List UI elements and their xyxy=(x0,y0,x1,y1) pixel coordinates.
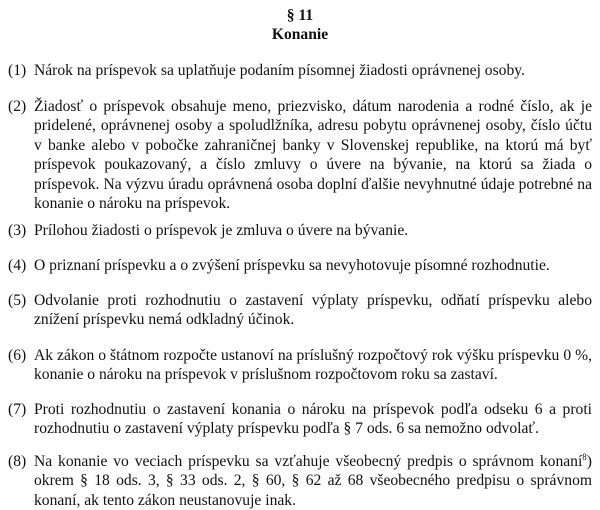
paragraph-number: (7) xyxy=(8,401,27,418)
paragraph-number: (8) xyxy=(8,453,27,470)
paragraph-number: (2) xyxy=(8,98,27,115)
section-number: § 11 xyxy=(286,7,314,24)
paragraph-text: O priznaní príspevku a o zvýšení príspevku sa nevyhotovuje písomné rozhodnutie. xyxy=(34,257,550,274)
paragraph-4 xyxy=(8,256,592,275)
paragraph-6 xyxy=(8,346,592,385)
paragraph-7 xyxy=(8,400,592,439)
paragraph-number: (4) xyxy=(8,257,27,274)
paragraph-text xyxy=(34,452,592,510)
section-title: Konanie xyxy=(271,26,329,43)
paragraph-8 xyxy=(8,452,592,510)
paragraph-text-before: Na konanie vo veciach príspevku sa vzťahuje všeobecný predpis o správnom konaní xyxy=(34,453,583,470)
paragraph-2 xyxy=(8,97,592,213)
paragraph-text: Odvolanie proti rozhodnutiu o zastavení výplaty príspevku, odňatí príspevku alebo znížení príspevku nemá odkladný účinok. xyxy=(34,292,592,329)
paragraph-number: (6) xyxy=(8,347,27,364)
paragraph-number: (5) xyxy=(8,292,27,309)
paragraph-text: Žiadosť o príspevok obsahuje meno, priezvisko, dátum narodenia a rodné číslo, ak je pridelené, oprávnenej osoby a spoludlžníka, adresu pobytu oprávnenej osoby, číslo účtu v banke alebo v pobočke zahraničnej banky v Slovenskej republike, na ktorú má byť príspevok poukazovaný, a číslo zmluvy o úvere na bývanie, na ktorú sa žiada o príspevok. Na výzvu úradu oprávnená osoba doplní ďalšie nevyhnutné údaje potrebné na konanie o nároku na príspevok. xyxy=(34,98,592,213)
paragraph-5 xyxy=(8,291,592,330)
paragraph-3 xyxy=(8,221,592,240)
paragraph-number: (3) xyxy=(8,222,27,239)
footnote-reference[interactable]: 8 xyxy=(582,451,587,462)
paragraph-number: (1) xyxy=(8,62,27,79)
paragraph-text: Nárok na príspevok sa uplatňuje podaním písomnej žiadosti oprávnenej osoby. xyxy=(34,62,525,79)
paragraph-text: Prílohou žiadosti o príspevok je zmluva o úvere na bývanie. xyxy=(34,222,409,239)
paragraph-text-after: ) okrem § 18 ods. 3, § 33 ods. 2, § 60, § 62 až 68 všeobecného predpisu o správnom konaní, ak tento zákon neustanovuje inak. xyxy=(34,453,592,509)
paragraph-text: Proti rozhodnutiu o zastavení konania o nároku na príspevok podľa odseku 6 a proti rozhodnutiu o zastavení výplaty príspevku podľa § 7 ods. 6 sa nemožno odvolať. xyxy=(34,401,592,438)
paragraph-text: Ak zákon o štátnom rozpočte ustanoví na príslušný rozpočtový rok výšku príspevku 0 %, konanie o nároku na príspevok v príslušnom rozpočtovom roku sa zastaví. xyxy=(34,347,592,384)
paragraph-1 xyxy=(8,61,592,80)
